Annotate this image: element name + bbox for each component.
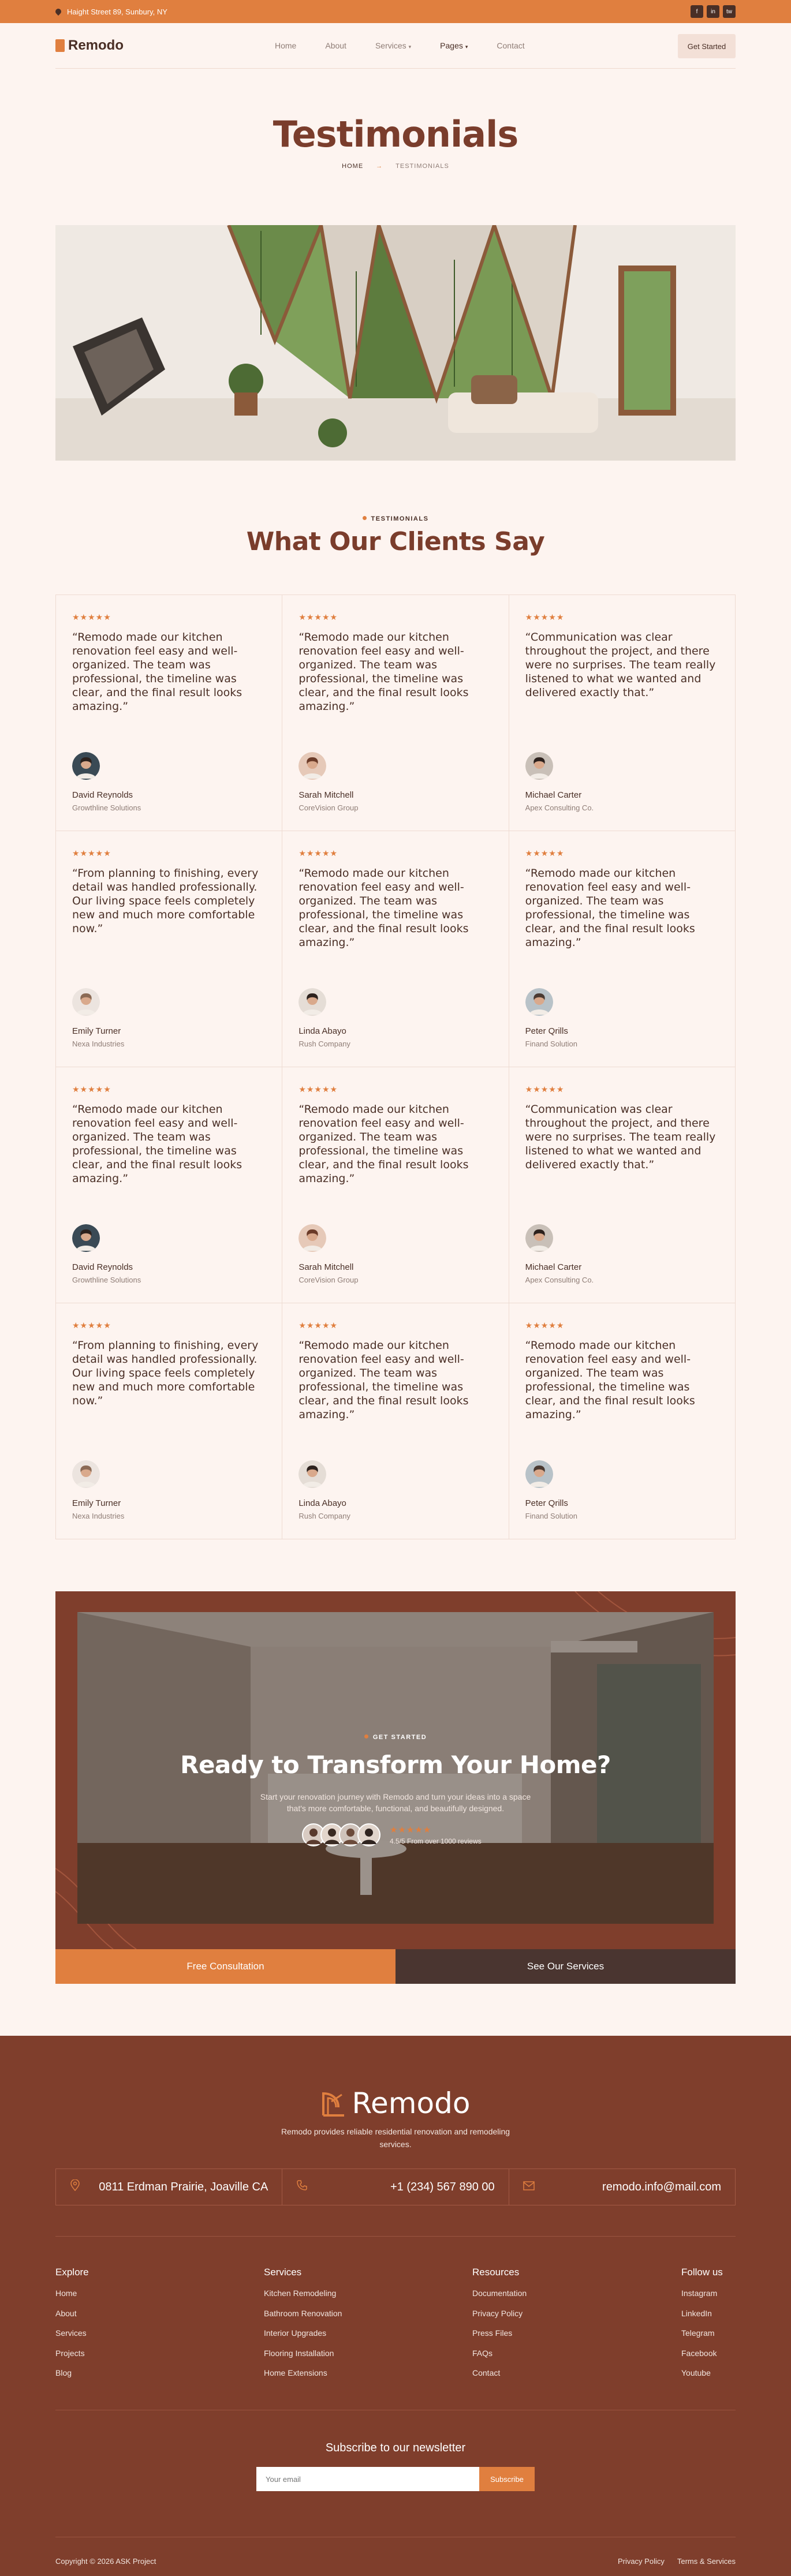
footer-col-services bbox=[264, 2267, 342, 2388]
testimonial-quote: “Remodo made our kitchen renovation feel easy and well-organized. The team was professional, the timeline was clear, and the final result looks amazing.” bbox=[525, 867, 695, 949]
star-rating-icon: ★★★★★ bbox=[525, 1085, 565, 1094]
cta-eyebrow bbox=[77, 1734, 714, 1741]
avatar bbox=[72, 1460, 100, 1488]
newsletter-email-input[interactable] bbox=[256, 2467, 479, 2491]
footer-description: Remodo provides reliable residential renovation and remodeling services. bbox=[281, 2127, 510, 2149]
testimonial-card bbox=[509, 831, 736, 1067]
see-services-button[interactable]: See Our Services bbox=[396, 1949, 736, 1984]
author-company: Nexa Industries bbox=[72, 1512, 125, 1520]
testimonial-author bbox=[299, 752, 358, 812]
cta-description: Start your renovation journey with Remodo and turn your ideas into a space that's more comfortable, functional, and beautifully designed. bbox=[260, 1792, 531, 1813]
nav-item-home[interactable] bbox=[275, 41, 296, 50]
logo-icon bbox=[321, 2090, 348, 2117]
main-nav bbox=[55, 23, 736, 69]
testimonial-author bbox=[525, 988, 577, 1048]
testimonial-quote: “Remodo made our kitchen renovation feel easy and well-organized. The team was professional, the timeline was clear, and the final result looks amazing.” bbox=[72, 631, 242, 713]
location-icon bbox=[70, 2179, 80, 2194]
testimonial-card bbox=[509, 595, 736, 831]
logo[interactable] bbox=[55, 38, 124, 54]
footer-link[interactable]: Telegram bbox=[681, 2328, 715, 2338]
top-bar bbox=[0, 0, 791, 23]
star-rating-icon: ★★★★★ bbox=[299, 1321, 338, 1330]
testimonial-card bbox=[282, 595, 509, 831]
footer-link[interactable]: Privacy Policy bbox=[472, 2308, 523, 2318]
cta-title: Ready to Transform Your Home? bbox=[180, 1751, 611, 1779]
star-rating-icon: ★★★★★ bbox=[299, 848, 338, 858]
footer-col-title: Explore bbox=[55, 2267, 89, 2278]
testimonial-author bbox=[72, 988, 124, 1048]
avatar bbox=[357, 1823, 380, 1846]
testimonial-card bbox=[282, 1303, 509, 1539]
avatar bbox=[525, 1460, 553, 1488]
testimonial-author bbox=[72, 1224, 141, 1284]
author-company: CoreVision Group bbox=[299, 1276, 359, 1284]
cta-content bbox=[77, 1612, 714, 1924]
footer-link[interactable]: About bbox=[55, 2308, 77, 2318]
address bbox=[55, 8, 167, 16]
email-value: remodo.info@mail.com bbox=[602, 2180, 721, 2193]
author-name: Michael Carter bbox=[525, 790, 582, 800]
footer-link[interactable]: Bathroom Renovation bbox=[264, 2308, 342, 2318]
star-rating-icon: ★★★★★ bbox=[72, 1321, 111, 1330]
avatar bbox=[299, 1224, 326, 1252]
nav-label: Services bbox=[375, 41, 406, 50]
avatar bbox=[525, 752, 553, 780]
nav-item-pages[interactable] bbox=[440, 41, 468, 50]
social-links bbox=[691, 5, 736, 18]
author-company: Apex Consulting Co. bbox=[525, 803, 594, 812]
author-name: Peter Qrills bbox=[525, 1498, 568, 1508]
contact-email[interactable] bbox=[509, 2169, 735, 2205]
author-name: David Reynolds bbox=[72, 1262, 133, 1272]
author-company: Growthline Solutions bbox=[72, 803, 141, 812]
avatar bbox=[299, 1460, 326, 1488]
subscribe-button[interactable]: Subscribe bbox=[479, 2467, 535, 2491]
author-name: Linda Abayo bbox=[299, 1498, 346, 1508]
testimonial-author bbox=[72, 1460, 124, 1520]
testimonial-author bbox=[299, 1224, 358, 1284]
get-started-button[interactable]: Get Started bbox=[678, 34, 736, 58]
arrow-right-icon: → bbox=[376, 163, 383, 170]
testimonial-quote: “Communication was clear throughout the project, and there were no surprises. The team really listened to what we wanted and delivered exactly that.” bbox=[525, 631, 716, 699]
chevron-down-icon: ▾ bbox=[408, 44, 412, 50]
testimonial-quote: “Remodo made our kitchen renovation feel easy and well-organized. The team was professional, the timeline was clear, and the final result looks amazing.” bbox=[299, 631, 469, 713]
newsletter-title: Subscribe to our newsletter bbox=[325, 2442, 466, 2454]
testimonial-quote: “Remodo made our kitchen renovation feel easy and well-organized. The team was professional, the timeline was clear, and the final result looks amazing.” bbox=[72, 1103, 242, 1185]
testimonial-quote: “Remodo made our kitchen renovation feel easy and well-organized. The team was professional, the timeline was clear, and the final result looks amazing.” bbox=[299, 1339, 469, 1421]
author-name: Sarah Mitchell bbox=[299, 1262, 354, 1272]
star-rating-icon: ★★★★★ bbox=[525, 612, 565, 622]
breadcrumb-current: TESTIMONIALS bbox=[396, 163, 449, 170]
dot-icon bbox=[363, 516, 367, 520]
logo-text: Remodo bbox=[68, 38, 124, 53]
star-rating-icon: ★★★★★ bbox=[525, 848, 565, 858]
author-company: Rush Company bbox=[299, 1512, 350, 1520]
footer-link[interactable]: Home bbox=[55, 2289, 77, 2298]
author-company: Nexa Industries bbox=[72, 1040, 125, 1048]
testimonial-author bbox=[72, 752, 141, 812]
testimonial-card bbox=[56, 595, 282, 831]
testimonial-grid bbox=[55, 595, 736, 1539]
footer-link[interactable]: Documentation bbox=[472, 2289, 527, 2298]
footer-link[interactable]: Facebook bbox=[681, 2348, 717, 2358]
footer-link[interactable]: Kitchen Remodeling bbox=[264, 2289, 337, 2298]
footer-link[interactable]: Services bbox=[55, 2328, 87, 2338]
footer-col-explore bbox=[55, 2267, 89, 2388]
address-text: Haight Street 89, Sunbury, NY bbox=[67, 7, 167, 16]
page-title: Testimonials bbox=[273, 113, 518, 155]
testimonial-author bbox=[299, 1460, 350, 1520]
footer-col-resources bbox=[472, 2267, 527, 2388]
breadcrumb-home[interactable]: HOME bbox=[342, 163, 364, 170]
nav-item-contact[interactable] bbox=[497, 41, 524, 50]
footer-logo-text: Remodo bbox=[352, 2087, 471, 2120]
reviewer-avatars bbox=[302, 1823, 380, 1846]
testimonial-author bbox=[525, 1224, 594, 1284]
avatar bbox=[72, 988, 100, 1016]
footer-link[interactable]: Press Files bbox=[472, 2328, 513, 2338]
author-company: CoreVision Group bbox=[299, 803, 359, 812]
free-consultation-button[interactable]: Free Consultation bbox=[55, 1949, 396, 1984]
footer-link[interactable]: Projects bbox=[55, 2348, 85, 2358]
testimonials-eyebrow bbox=[0, 515, 791, 522]
author-name: Linda Abayo bbox=[299, 1026, 346, 1036]
author-company: Finand Solution bbox=[525, 1512, 577, 1520]
testimonial-quote: “Remodo made our kitchen renovation feel easy and well-organized. The team was professional, the timeline was clear, and the final result looks amazing.” bbox=[299, 867, 469, 949]
rating-info bbox=[390, 1824, 482, 1845]
address-value: 0811 Erdman Prairie, Joaville CA bbox=[99, 2180, 268, 2193]
author-name: Michael Carter bbox=[525, 1262, 582, 1272]
footer-col-title: Follow us bbox=[681, 2267, 723, 2278]
star-rating-icon: ★★★★★ bbox=[72, 612, 111, 622]
testimonial-quote: “From planning to finishing, every detail was handled professionally. Our living space feels completely new and much more comfortable now.” bbox=[72, 867, 259, 935]
nav-label: Pages bbox=[440, 41, 463, 50]
linkedin-icon[interactable]: in bbox=[707, 5, 719, 18]
avatar bbox=[525, 988, 553, 1016]
footer-divider bbox=[55, 2236, 736, 2237]
author-name: David Reynolds bbox=[72, 790, 133, 800]
nav-label: About bbox=[325, 41, 346, 50]
chevron-down-icon: ▾ bbox=[465, 44, 468, 50]
testimonials-title: What Our Clients Say bbox=[246, 527, 545, 556]
nav-item-services[interactable] bbox=[375, 41, 411, 50]
cta-photo bbox=[77, 1612, 714, 1924]
footer-logo[interactable] bbox=[0, 2087, 791, 2120]
testimonial-quote: “From planning to finishing, every detail was handled professionally. Our living space feels completely new and much more comfortable now.” bbox=[72, 1339, 259, 1407]
hero-image bbox=[55, 225, 736, 461]
testimonial-quote: “Remodo made our kitchen renovation feel easy and well-organized. The team was professional, the timeline was clear, and the final result looks amazing.” bbox=[525, 1339, 695, 1421]
footer-col-follow bbox=[681, 2267, 723, 2388]
testimonial-card bbox=[509, 1067, 736, 1303]
logo-icon bbox=[55, 39, 65, 52]
author-company: Growthline Solutions bbox=[72, 1276, 141, 1284]
testimonial-card bbox=[56, 831, 282, 1067]
author-name: Sarah Mitchell bbox=[299, 790, 354, 800]
footer-link[interactable]: Blog bbox=[55, 2368, 72, 2377]
terms-link[interactable]: Terms & Services bbox=[677, 2557, 736, 2566]
footer-link[interactable]: Home Extensions bbox=[264, 2368, 327, 2377]
nav-item-about[interactable] bbox=[325, 41, 346, 50]
nav-menu bbox=[275, 41, 525, 50]
testimonial-author bbox=[525, 752, 594, 812]
contact-address[interactable] bbox=[56, 2169, 282, 2205]
nav-label: Contact bbox=[497, 41, 525, 50]
author-name: Emily Turner bbox=[72, 1026, 121, 1036]
testimonial-card bbox=[282, 831, 509, 1067]
testimonial-card bbox=[509, 1303, 736, 1539]
footer-col-title: Services bbox=[264, 2267, 302, 2278]
footer-link[interactable]: Interior Upgrades bbox=[264, 2328, 327, 2338]
copyright: Copyright © 2026 ASK Project bbox=[55, 2557, 156, 2566]
testimonial-card bbox=[56, 1067, 282, 1303]
avatar bbox=[299, 988, 326, 1016]
avatar bbox=[525, 1224, 553, 1252]
footer-link[interactable]: Youtube bbox=[681, 2368, 711, 2377]
footer-link[interactable]: Contact bbox=[472, 2368, 501, 2377]
nav-label: Home bbox=[275, 41, 297, 50]
footer-link[interactable]: Instagram bbox=[681, 2289, 718, 2298]
footer-col-title: Resources bbox=[472, 2267, 520, 2278]
author-company: Rush Company bbox=[299, 1040, 350, 1048]
testimonial-author bbox=[525, 1460, 577, 1520]
newsletter-form bbox=[256, 2467, 535, 2491]
eyebrow-text: TESTIMONIALS bbox=[371, 515, 429, 522]
contact-phone[interactable] bbox=[282, 2169, 509, 2205]
footer-link[interactable]: FAQs bbox=[472, 2348, 493, 2358]
avatar bbox=[299, 752, 326, 780]
legal-links bbox=[618, 2557, 736, 2566]
star-rating-icon: ★★★★★ bbox=[299, 612, 338, 622]
rating-block bbox=[302, 1823, 482, 1846]
cta-eyebrow-text: GET STARTED bbox=[372, 1734, 427, 1741]
avatar bbox=[72, 752, 100, 780]
star-rating-icon: ★★★★★ bbox=[525, 1321, 565, 1330]
footer-link[interactable]: LinkedIn bbox=[681, 2308, 712, 2318]
author-name: Peter Qrills bbox=[525, 1026, 568, 1036]
contact-row bbox=[55, 2169, 736, 2205]
facebook-icon[interactable]: f bbox=[691, 5, 703, 18]
star-rating-icon: ★★★★★ bbox=[72, 1085, 111, 1094]
mail-icon bbox=[523, 2181, 535, 2194]
star-rating-icon: ★★★★★ bbox=[390, 1825, 432, 1835]
testimonial-quote: “Remodo made our kitchen renovation feel easy and well-organized. The team was professional, the timeline was clear, and the final result looks amazing.” bbox=[299, 1103, 469, 1185]
testimonial-card bbox=[56, 1303, 282, 1539]
star-rating-icon: ★★★★★ bbox=[72, 848, 111, 858]
testimonial-card bbox=[282, 1067, 509, 1303]
author-name: Emily Turner bbox=[72, 1498, 121, 1508]
testimonial-author bbox=[299, 988, 350, 1048]
privacy-policy-link[interactable]: Privacy Policy bbox=[617, 2557, 665, 2566]
avatar bbox=[72, 1224, 100, 1252]
dot-icon bbox=[364, 1734, 368, 1738]
breadcrumb bbox=[0, 163, 791, 170]
footer bbox=[0, 2036, 791, 2576]
footer-link[interactable]: Flooring Installation bbox=[264, 2348, 334, 2358]
author-company: Apex Consulting Co. bbox=[525, 1276, 594, 1284]
interior-photo bbox=[55, 225, 736, 461]
cta-section bbox=[55, 1591, 736, 1984]
twitter-icon[interactable]: tw bbox=[723, 5, 736, 18]
author-company: Finand Solution bbox=[525, 1040, 577, 1048]
star-rating-icon: ★★★★★ bbox=[299, 1085, 338, 1094]
rating-text: 4.5/5 From over 1000 reviews bbox=[390, 1837, 482, 1845]
phone-icon bbox=[296, 2179, 308, 2194]
location-pin-icon bbox=[54, 8, 62, 16]
phone-value: +1 (234) 567 890 00 bbox=[390, 2180, 495, 2193]
testimonial-quote: “Communication was clear throughout the project, and there were no surprises. The team really listened to what we wanted and delivered exactly that.” bbox=[525, 1103, 716, 1171]
